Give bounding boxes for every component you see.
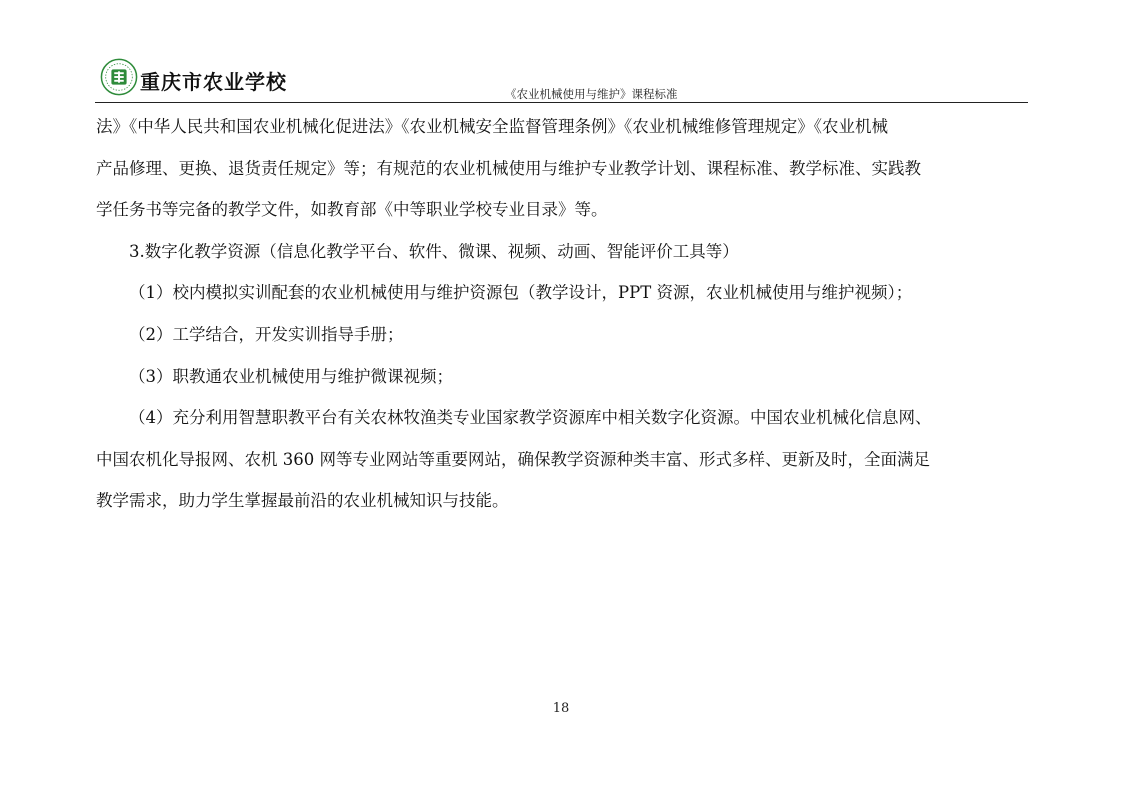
- school-name: 重庆市农业学校: [140, 70, 287, 94]
- page-header: [95, 56, 1028, 103]
- list-item: （3）职教通农业机械使用与维护微课视频；: [129, 366, 453, 386]
- list-item: （2）工学结合，开发实训指导手册；: [129, 324, 404, 344]
- paragraph-line: 教学需求，助力学生掌握最前沿的农业机械知识与技能。: [96, 491, 509, 511]
- section-heading: 3.数字化教学资源（信息化教学平台、软件、微课、视频、动画、智能评价工具等）: [129, 241, 739, 261]
- paragraph-line: 产品修理、更换、退货责任规定》等；有规范的农业机械使用与维护专业教学计划、课程标准、教学标准、实践教: [96, 158, 921, 178]
- list-item: （4）充分利用智慧职教平台有关农林牧渔类专业国家教学资源库中相关数字化资源。中国农业机械化信息网、: [129, 408, 932, 428]
- paragraph-line: 中国农机化导报网、农机 360 网等专业网站等重要网站，确保教学资源种类丰富、形式多样、更新及时，全面满足: [96, 449, 930, 469]
- body-text: [96, 106, 1028, 522]
- document-title: 《农业机械使用与维护》课程标准: [505, 87, 678, 101]
- page-number: 18: [552, 701, 570, 716]
- school-emblem-icon: [100, 58, 138, 96]
- paragraph-line: 学任务书等完备的教学文件，如教育部《中等职业学校专业目录》等。: [96, 200, 608, 220]
- paragraph-line: 法》《中华人民共和国农业机械化促进法》《农业机械安全监督管理条例》《农业机械维修管理规定》《农业机械: [96, 117, 888, 136]
- list-item: （1）校内模拟实训配套的农业机械使用与维护资源包（教学设计，PPT 资源，农业机械使用与维护视频）；: [129, 283, 913, 303]
